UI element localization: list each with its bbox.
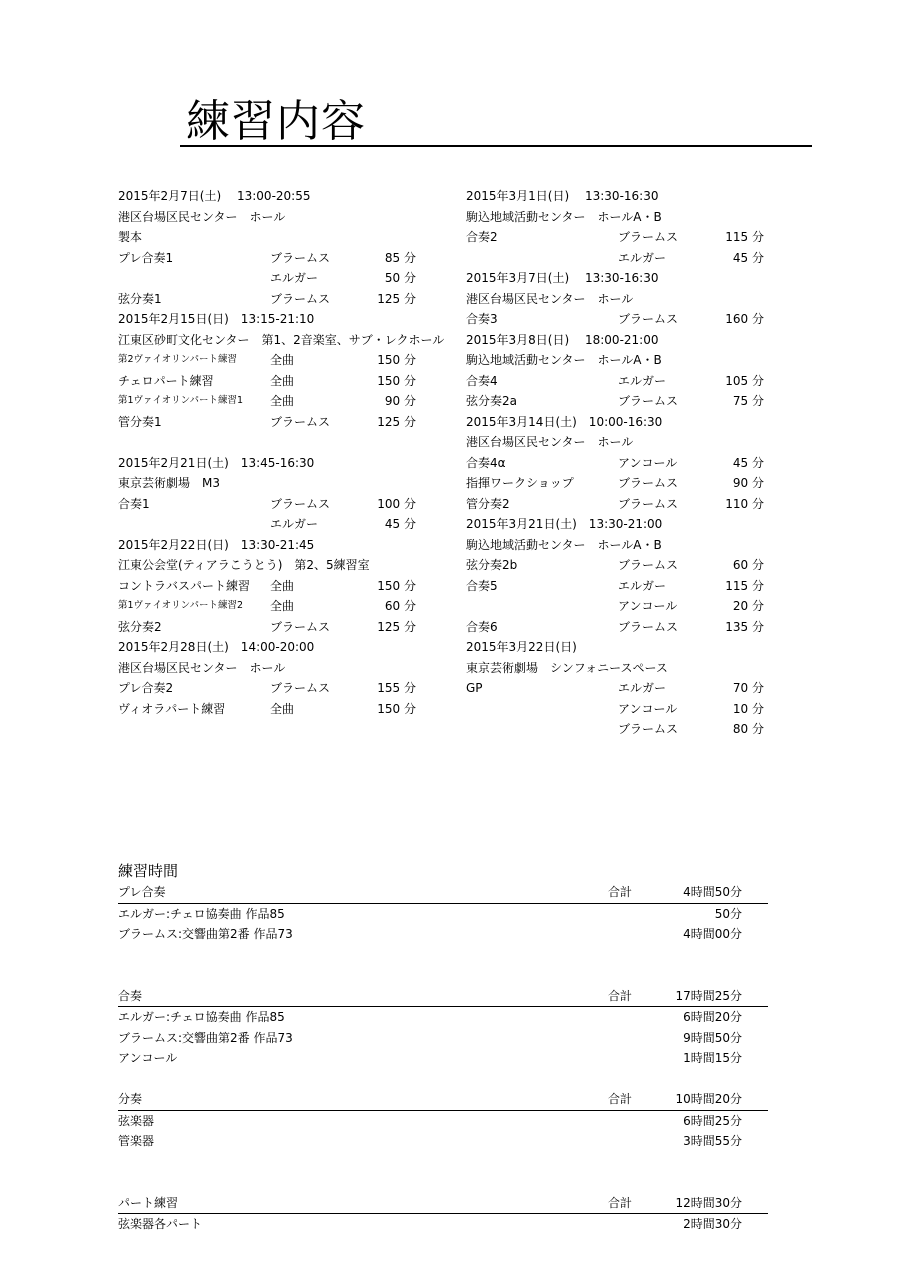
schedule-text: 合奏4α bbox=[466, 455, 506, 470]
schedule-line bbox=[466, 412, 796, 433]
schedule-line bbox=[118, 371, 448, 392]
schedule-line bbox=[466, 678, 796, 699]
schedule-line bbox=[466, 289, 796, 310]
schedule-line bbox=[466, 207, 796, 228]
duration: 105 分 bbox=[725, 373, 764, 388]
schedule-text: 駒込地域活動センター ホールA・B bbox=[466, 353, 662, 367]
spacer bbox=[118, 1172, 768, 1193]
schedule-line bbox=[118, 186, 448, 207]
schedule-line bbox=[466, 494, 796, 515]
schedule-text: 弦分奏2 bbox=[118, 619, 162, 634]
page-title: 練習内容 bbox=[186, 96, 366, 147]
schedule-line bbox=[118, 658, 448, 679]
item-time: 9時間50分 bbox=[683, 1030, 742, 1045]
duration: 90 分 bbox=[384, 394, 416, 408]
piece-name: ブラームス bbox=[618, 619, 679, 634]
duration: 60 分 bbox=[384, 599, 416, 613]
summary-item-row bbox=[118, 1048, 768, 1069]
piece-name: ブラームス bbox=[270, 250, 331, 265]
category-name: 合奏 bbox=[118, 988, 143, 1003]
duration: 45 分 bbox=[732, 455, 764, 470]
duration: 160 分 bbox=[725, 312, 764, 326]
schedule-line bbox=[466, 596, 796, 617]
summary-item-row bbox=[118, 1007, 768, 1028]
schedule-text: 第1ヴァイオリンパート練習2 bbox=[118, 600, 244, 611]
piece-name: 全曲 bbox=[270, 578, 295, 593]
schedule-line bbox=[118, 309, 448, 330]
schedule-text: 合奏4 bbox=[466, 373, 498, 388]
spacer bbox=[118, 945, 768, 966]
schedule-text: 港区台場区民センター ホール bbox=[118, 209, 286, 224]
schedule-text: 管分奏1 bbox=[118, 414, 162, 429]
item-name: アンコール bbox=[118, 1051, 178, 1065]
category-total: 4時間50分 bbox=[683, 885, 742, 899]
schedule-text: 2015年3月14日(土) 10:00-16:30 bbox=[466, 414, 663, 429]
schedule-line bbox=[466, 658, 796, 679]
schedule-text: プレ合奏1 bbox=[118, 250, 174, 265]
schedule-line bbox=[466, 453, 796, 474]
summary-item-row bbox=[118, 924, 768, 945]
summary-category-header bbox=[118, 986, 768, 1007]
piece-name: ブラームス bbox=[270, 414, 331, 429]
schedule-text: 合奏6 bbox=[466, 619, 498, 634]
schedule-text: 合奏1 bbox=[118, 496, 150, 511]
category-total: 12時間30分 bbox=[675, 1195, 742, 1210]
duration: 125 分 bbox=[377, 414, 416, 429]
schedule-text: 2015年2月15日(日) 13:15-21:10 bbox=[118, 312, 315, 326]
item-time: 1時間15分 bbox=[683, 1051, 742, 1065]
schedule-line bbox=[466, 637, 796, 658]
total-label: 合計 bbox=[608, 1092, 633, 1106]
schedule-text: 港区台場区民センター ホール bbox=[466, 435, 634, 449]
schedule-text: 江東公会堂(ティアラこうとう) 第2、5練習室 bbox=[118, 558, 370, 572]
piece-name: エルガー bbox=[618, 578, 667, 593]
schedule-line bbox=[466, 309, 796, 330]
schedule-text: 製本 bbox=[118, 230, 143, 244]
duration: 115 分 bbox=[725, 230, 764, 244]
schedule-text: ヴィオラパート練習 bbox=[118, 701, 226, 716]
piece-name: アンコール bbox=[618, 701, 678, 716]
schedule-text: 合奏3 bbox=[466, 312, 498, 326]
schedule-text: 2015年2月28日(土) 14:00-20:00 bbox=[118, 640, 315, 654]
duration: 10 分 bbox=[732, 701, 764, 716]
summary-item-row bbox=[118, 1111, 768, 1132]
schedule-line bbox=[118, 207, 448, 228]
schedule-line bbox=[118, 637, 448, 658]
schedule-text: 東京芸術劇場 シンフォニースペース bbox=[466, 660, 668, 675]
item-name: エルガー:チェロ協奏曲 作品85 bbox=[118, 1010, 285, 1024]
schedule-text: 江東区砂町文化センター 第1、2音楽室、サブ・レクホール bbox=[118, 332, 445, 347]
schedule-line bbox=[118, 350, 448, 371]
piece-name: アンコール bbox=[618, 599, 678, 613]
duration: 20 分 bbox=[732, 599, 764, 613]
summary-title: 練習時間 bbox=[118, 862, 179, 880]
schedule-text: 管分奏2 bbox=[466, 496, 510, 511]
summary-category-header bbox=[118, 882, 768, 903]
schedule-line bbox=[118, 391, 448, 412]
schedule-line bbox=[466, 248, 796, 269]
schedule-line bbox=[118, 473, 448, 494]
item-name: ブラームス:交響曲第2番 作品73 bbox=[118, 927, 293, 941]
duration: 70 分 bbox=[732, 681, 764, 695]
piece-name: ブラームス bbox=[618, 230, 679, 244]
piece-name: エルガー bbox=[270, 517, 319, 531]
piece-name: アンコール bbox=[618, 455, 678, 470]
piece-name: 全曲 bbox=[270, 353, 295, 367]
duration: 100 分 bbox=[377, 496, 416, 511]
piece-name: 全曲 bbox=[270, 701, 295, 716]
duration: 85 分 bbox=[384, 250, 416, 265]
schedule-line bbox=[466, 514, 796, 535]
piece-name: ブラームス bbox=[270, 291, 331, 306]
schedule-text: 2015年3月7日(土) 13:30-16:30 bbox=[466, 271, 659, 285]
schedule-line bbox=[118, 227, 448, 248]
duration: 150 分 bbox=[377, 701, 416, 716]
duration: 125 分 bbox=[377, 291, 416, 306]
schedule-text: 2015年3月22日(日) bbox=[466, 640, 577, 654]
schedule-text: GP bbox=[466, 681, 483, 695]
total-label: 合計 bbox=[608, 988, 633, 1003]
item-name: 弦楽器 bbox=[118, 1113, 155, 1128]
schedule-line bbox=[118, 412, 448, 433]
duration: 125 分 bbox=[377, 619, 416, 634]
schedule-line bbox=[466, 473, 796, 494]
schedule-text: 2015年3月21日(土) 13:30-21:00 bbox=[466, 517, 663, 531]
piece-name: ブラームス bbox=[270, 619, 331, 634]
schedule-text: 合奏5 bbox=[466, 578, 498, 593]
duration: 150 分 bbox=[377, 373, 416, 388]
piece-name: エルガー bbox=[618, 250, 667, 265]
schedule-line bbox=[466, 699, 796, 720]
schedule-text: 指揮ワークショップ bbox=[466, 476, 574, 490]
schedule-line bbox=[118, 514, 448, 535]
schedule-text: 2015年3月1日(日) 13:30-16:30 bbox=[466, 189, 659, 203]
schedule-line bbox=[118, 576, 448, 597]
duration: 115 分 bbox=[725, 578, 764, 593]
piece-name: エルガー bbox=[618, 681, 667, 695]
piece-name: ブラームス bbox=[270, 681, 331, 695]
schedule-text: 港区台場区民センター ホール bbox=[118, 660, 286, 675]
item-time: 3時間55分 bbox=[683, 1134, 742, 1148]
schedule-line bbox=[466, 391, 796, 412]
spacer bbox=[118, 965, 768, 986]
category-name: パート練習 bbox=[118, 1195, 179, 1210]
summary-item-row bbox=[118, 1214, 768, 1235]
piece-name: 全曲 bbox=[270, 373, 295, 388]
schedule-text: 合奏2 bbox=[466, 230, 498, 244]
item-name: 管楽器 bbox=[118, 1134, 155, 1148]
schedule-text: 2015年2月22日(日) 13:30-21:45 bbox=[118, 537, 315, 552]
schedule-line bbox=[118, 268, 448, 289]
piece-name: ブラームス bbox=[618, 476, 679, 490]
duration: 45 分 bbox=[732, 250, 764, 265]
spacer bbox=[118, 1069, 768, 1090]
duration: 90 分 bbox=[732, 476, 764, 490]
item-time: 50分 bbox=[714, 906, 742, 921]
schedule-line bbox=[118, 596, 448, 617]
item-time: 2時間30分 bbox=[683, 1217, 742, 1231]
item-name: 弦楽器各パート bbox=[118, 1217, 203, 1231]
category-total: 17時間25分 bbox=[675, 988, 742, 1003]
schedule-line bbox=[466, 371, 796, 392]
duration: 150 分 bbox=[377, 353, 416, 367]
schedule-line bbox=[118, 699, 448, 720]
schedule-text: 港区台場区民センター ホール bbox=[466, 291, 634, 306]
schedule-text: 2015年2月7日(土) 13:00-20:55 bbox=[118, 189, 311, 203]
schedule-right-column bbox=[466, 186, 796, 740]
schedule-line bbox=[466, 227, 796, 248]
item-name: ブラームス:交響曲第2番 作品73 bbox=[118, 1030, 293, 1045]
schedule-text: チェロパート練習 bbox=[118, 373, 214, 388]
duration: 155 分 bbox=[377, 681, 416, 695]
piece-name: ブラームス bbox=[618, 312, 679, 326]
schedule-text: 第1ヴァイオリンパート練習1 bbox=[118, 395, 244, 406]
schedule-text: 第2ヴァイオリンパート練習 bbox=[118, 354, 237, 365]
item-time: 6時間20分 bbox=[683, 1010, 742, 1024]
schedule-text: 2015年3月8日(日) 18:00-21:00 bbox=[466, 332, 659, 347]
schedule-text: 駒込地域活動センター ホールA・B bbox=[466, 537, 662, 552]
schedule-text: プレ合奏2 bbox=[118, 681, 174, 695]
total-label: 合計 bbox=[608, 885, 633, 899]
duration: 50 分 bbox=[384, 271, 416, 285]
spacer bbox=[118, 1152, 768, 1173]
category-name: 分奏 bbox=[118, 1092, 143, 1106]
schedule-line bbox=[466, 719, 796, 740]
duration: 60 分 bbox=[732, 558, 764, 572]
summary-item-row bbox=[118, 1028, 768, 1049]
practice-time-summary bbox=[118, 860, 768, 1235]
piece-name: ブラームス bbox=[618, 394, 679, 408]
summary-item-row bbox=[118, 1131, 768, 1152]
schedule-left-column bbox=[118, 186, 448, 719]
schedule-text: 弦分奏1 bbox=[118, 291, 162, 306]
schedule-line bbox=[118, 330, 448, 351]
piece-name: 全曲 bbox=[270, 394, 295, 408]
schedule-line bbox=[118, 494, 448, 515]
summary-category-header bbox=[118, 1089, 768, 1110]
summary-item-row bbox=[118, 904, 768, 925]
duration: 110 分 bbox=[725, 496, 764, 511]
schedule-text: 弦分奏2a bbox=[466, 394, 517, 408]
piece-name: ブラームス bbox=[270, 496, 331, 511]
piece-name: エルガー bbox=[618, 373, 667, 388]
total-label: 合計 bbox=[608, 1195, 633, 1210]
title-underline bbox=[180, 145, 812, 147]
schedule-line bbox=[118, 432, 448, 453]
schedule-line bbox=[118, 248, 448, 269]
category-name: プレ合奏 bbox=[118, 885, 166, 899]
schedule-line bbox=[118, 535, 448, 556]
item-name: エルガー:チェロ協奏曲 作品85 bbox=[118, 906, 285, 921]
schedule-text: 弦分奏2b bbox=[466, 558, 518, 572]
piece-name: ブラームス bbox=[618, 496, 679, 511]
duration: 135 分 bbox=[725, 619, 764, 634]
schedule-line bbox=[466, 350, 796, 371]
schedule-line bbox=[118, 453, 448, 474]
schedule-text: 東京芸術劇場 M3 bbox=[118, 476, 220, 490]
item-time: 4時間00分 bbox=[683, 927, 742, 941]
piece-name: ブラームス bbox=[618, 722, 679, 736]
schedule-line bbox=[466, 432, 796, 453]
schedule-line bbox=[466, 555, 796, 576]
schedule-text: 2015年2月21日(土) 13:45-16:30 bbox=[118, 455, 315, 470]
summary-category-header bbox=[118, 1193, 768, 1214]
duration: 150 分 bbox=[377, 578, 416, 593]
schedule-line bbox=[466, 268, 796, 289]
schedule-line bbox=[466, 535, 796, 556]
schedule-line bbox=[118, 555, 448, 576]
schedule-line bbox=[118, 617, 448, 638]
schedule-text: 駒込地域活動センター ホールA・B bbox=[466, 209, 662, 224]
schedule-line bbox=[118, 678, 448, 699]
piece-name: ブラームス bbox=[618, 558, 679, 572]
piece-name: エルガー bbox=[270, 271, 319, 285]
piece-name: 全曲 bbox=[270, 599, 295, 613]
duration: 80 分 bbox=[732, 722, 764, 736]
item-time: 6時間25分 bbox=[683, 1113, 742, 1128]
schedule-text: コントラバスパート練習 bbox=[118, 578, 251, 593]
schedule-line bbox=[466, 576, 796, 597]
duration: 75 分 bbox=[732, 394, 764, 408]
schedule-line bbox=[466, 617, 796, 638]
schedule-line bbox=[466, 330, 796, 351]
schedule-line bbox=[118, 289, 448, 310]
duration: 45 分 bbox=[384, 517, 416, 531]
category-total: 10時間20分 bbox=[675, 1092, 742, 1106]
schedule-line bbox=[466, 186, 796, 207]
